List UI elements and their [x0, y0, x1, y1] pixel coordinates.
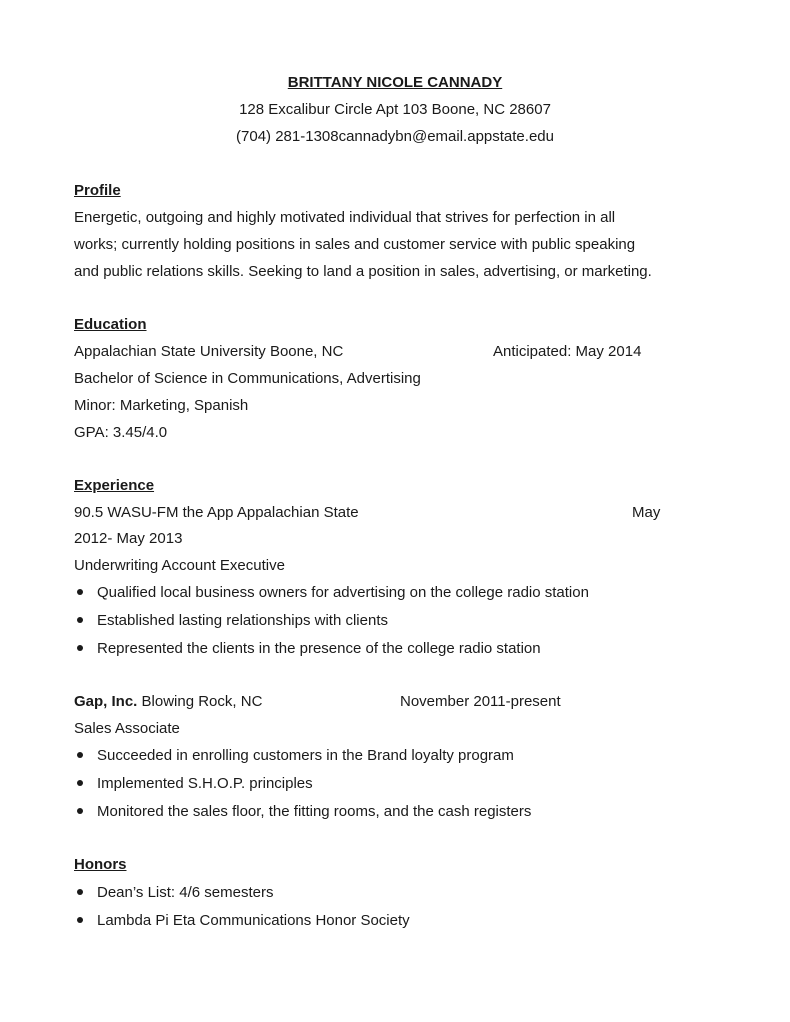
- bullet-text: Represented the clients in the presence of the college radio station: [97, 640, 541, 657]
- bullet-icon: [77, 889, 83, 895]
- contact-info: (704) 281-1308cannadybn@email.appstate.edu: [236, 128, 554, 145]
- bullet-icon: [77, 808, 83, 814]
- job-employer: [74, 693, 262, 711]
- bullet-text: Succeeded in enrolling customers in the Brand loyalty program: [97, 747, 514, 764]
- resume-name: BRITTANY NICOLE CANNADY: [287, 74, 503, 91]
- list-item: [74, 584, 589, 602]
- job-employer: 90.5 WASU-FM the App Appalachian State: [74, 504, 359, 521]
- minor: Minor: Marketing, Spanish: [74, 397, 249, 414]
- job-date: November 2011-present: [400, 693, 561, 710]
- list-item: [74, 803, 531, 821]
- profile-heading: Profile: [74, 182, 121, 199]
- education-heading: Education: [74, 316, 147, 333]
- bullet-icon: [77, 589, 83, 595]
- job-date: May: [632, 504, 661, 521]
- bullet-text: Dean’s List: 4/6 semesters: [97, 884, 274, 901]
- job-date-continued: 2012- May 2013: [74, 530, 183, 547]
- degree: Bachelor of Science in Communications, Advertising: [74, 370, 421, 387]
- bullet-text: Established lasting relationships with clients: [97, 612, 388, 629]
- list-item: [74, 912, 410, 930]
- job-title: Sales Associate: [74, 720, 180, 737]
- honors-heading: Honors: [74, 856, 127, 873]
- bullet-text: Lambda Pi Eta Communications Honor Society: [97, 912, 410, 929]
- experience-heading: Experience: [74, 477, 155, 494]
- list-item: [74, 612, 388, 630]
- employer-location: Blowing Rock, NC: [137, 693, 263, 710]
- profile-text-line: Energetic, outgoing and highly motivated individual that strives for perfection in all: [74, 209, 616, 226]
- profile-text-line: and public relations skills. Seeking to land a position in sales, advertising, or marketing.: [74, 263, 652, 280]
- bullet-icon: [77, 645, 83, 651]
- list-item: [74, 747, 514, 765]
- job-title: Underwriting Account Executive: [74, 557, 285, 574]
- bullet-text: Monitored the sales floor, the fitting rooms, and the cash registers: [97, 803, 532, 820]
- gpa: GPA: 3.45/4.0: [74, 424, 168, 441]
- bullet-text: Qualified local business owners for advertising on the college radio station: [97, 584, 589, 601]
- bullet-icon: [77, 752, 83, 758]
- graduation-date: Anticipated: May 2014: [493, 343, 642, 360]
- list-item: [74, 775, 313, 793]
- bullet-icon: [77, 617, 83, 623]
- employer-name: Gap, Inc.: [74, 693, 138, 710]
- list-item: [74, 640, 541, 658]
- profile-text-line: works; currently holding positions in sales and customer service with public speaking: [74, 236, 636, 253]
- bullet-icon: [77, 917, 83, 923]
- list-item: [74, 884, 273, 902]
- school-name: Appalachian State University Boone, NC: [74, 343, 344, 360]
- address: 128 Excalibur Circle Apt 103 Boone, NC 28607: [239, 101, 551, 118]
- bullet-text: Implemented S.H.O.P. principles: [97, 775, 313, 792]
- bullet-icon: [77, 780, 83, 786]
